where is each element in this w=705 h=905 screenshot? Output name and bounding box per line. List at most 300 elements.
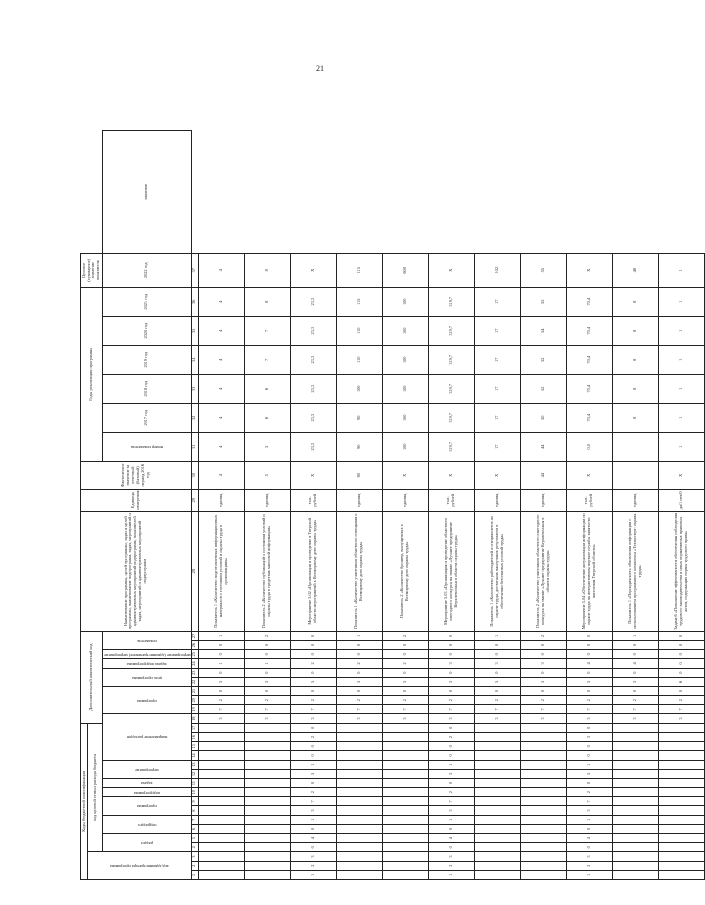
a-meropriyatie-header: мероприятие (административное) мероприятие: [102, 650, 191, 659]
code-digit: 0: [658, 631, 704, 640]
code-digit: [474, 751, 520, 760]
code-digit: 0: [428, 686, 474, 695]
code-digit: 0: [566, 742, 612, 751]
code-digit: 0: [612, 686, 658, 695]
page-number: 21: [316, 64, 324, 73]
final-value-header: значение: [102, 131, 191, 254]
code-digit: [244, 723, 290, 732]
code-digit: [198, 815, 244, 824]
code-digit: [658, 723, 704, 732]
code-digit: [382, 834, 428, 843]
column-number: 1: [191, 870, 198, 879]
code-digit: 2: [290, 659, 336, 668]
year-value: 110: [336, 316, 382, 345]
column-number: 33: [191, 374, 198, 403]
years-group-header: Годы реализации программы: [81, 287, 103, 461]
code-digit: [520, 815, 566, 824]
code-digit: 3: [658, 714, 704, 723]
code-digit: [658, 806, 704, 815]
year-header: 2022 год: [102, 253, 191, 287]
year-value: 319,7: [428, 374, 474, 403]
column-number: 14: [191, 751, 198, 760]
row-unit: единиц: [382, 489, 428, 511]
code-digit: 0: [290, 742, 336, 751]
code-digit: 5: [520, 677, 566, 686]
row-name: Показатель 1 «Количество подготовленных информационных материалов о состоянии условий и охраны труда в организациях»: [198, 511, 244, 631]
code-digit: [658, 852, 704, 861]
code-digit: [198, 870, 244, 879]
code-digit: 2: [336, 696, 382, 705]
year-value: 8: [612, 316, 658, 345]
row-fact: X: [566, 461, 612, 489]
code-digit: [658, 769, 704, 778]
code-digit: 0: [428, 668, 474, 677]
code-digit: 0: [336, 668, 382, 677]
code-digit: [474, 815, 520, 824]
code-digit: 0: [290, 631, 336, 640]
code-digit: 0: [428, 843, 474, 852]
year-value: 100: [382, 374, 428, 403]
code-digit: 5: [474, 677, 520, 686]
year-value: 44: [520, 432, 566, 461]
year-header: 2021 год: [102, 287, 191, 316]
code-digit: [520, 778, 566, 787]
code-digit: 1: [244, 659, 290, 668]
year-value: 8: [244, 287, 290, 316]
code-digit: 2: [428, 733, 474, 742]
code-digit: 3: [428, 714, 474, 723]
row-fact: X: [290, 461, 336, 489]
year-value: 23,3: [290, 345, 336, 374]
code-digit: [520, 834, 566, 843]
row-final: 115: [336, 253, 382, 287]
code-digit: 4: [566, 659, 612, 668]
code-digit: [244, 760, 290, 769]
code-digit: 0: [474, 650, 520, 659]
code-digit: [198, 834, 244, 843]
year-value: 319,7: [428, 287, 474, 316]
year-value: 70,4: [566, 345, 612, 374]
code-digit: [336, 834, 382, 843]
code-digit: [612, 870, 658, 879]
year-value: 100: [382, 345, 428, 374]
code-digit: [474, 733, 520, 742]
column-number: 19: [191, 705, 198, 714]
analytic-code-header: Дополнительный аналитический код: [81, 631, 103, 723]
code-digit: [612, 769, 658, 778]
year-value: 70,4: [566, 403, 612, 432]
code-digit: 1: [198, 631, 244, 640]
column-number: 11: [191, 778, 198, 787]
code-digit: [336, 852, 382, 861]
code-digit: [520, 861, 566, 870]
code-digit: 0: [428, 631, 474, 640]
code-digit: [336, 870, 382, 879]
year-value: 8: [612, 287, 658, 316]
code-digit: 2: [198, 696, 244, 705]
row-final: X: [566, 253, 612, 287]
code-digit: [198, 733, 244, 742]
code-digit: [612, 788, 658, 797]
year-value: 23,3: [290, 374, 336, 403]
year-value: 0,0: [566, 432, 612, 461]
table-row: [658, 131, 704, 880]
code-digit: 0: [566, 824, 612, 833]
code-digit: 3: [428, 806, 474, 815]
code-digit: 3: [520, 714, 566, 723]
code-digit: [244, 824, 290, 833]
column-number: 15: [191, 742, 198, 751]
year-value: 100: [382, 287, 428, 316]
code-digit: 5: [290, 769, 336, 778]
code-digit: [520, 760, 566, 769]
year-value: 319,7: [428, 345, 474, 374]
code-digit: 2: [244, 696, 290, 705]
code-digit: 0: [566, 751, 612, 760]
year-value: 17: [474, 316, 520, 345]
code-digit: 0: [336, 686, 382, 695]
code-digit: 0: [428, 723, 474, 732]
column-number: 12: [191, 769, 198, 778]
code-digit: [520, 852, 566, 861]
code-digit: 0: [198, 686, 244, 695]
code-digit: 0: [566, 650, 612, 659]
year-value: 70,4: [566, 287, 612, 316]
column-number: 22: [191, 677, 198, 686]
code-digit: [382, 778, 428, 787]
year-value: 23,3: [290, 316, 336, 345]
code-digit: [520, 797, 566, 806]
year-value: 50: [520, 403, 566, 432]
row-unit: единиц: [244, 489, 290, 511]
year-value: 1: [658, 287, 704, 316]
year-value: 17: [474, 432, 520, 461]
row-unit: тыс. рублей: [290, 489, 336, 511]
name-header: Наименование программы, целей программы, задач и целей программы, наименование подпрограмм, задач, мероприятий и административных мероприятий подпрограмм, показателей задач, мероприятий и административных мероприятий подпрограмм: [81, 511, 192, 631]
code-digit: 2: [520, 631, 566, 640]
code-digit: [198, 760, 244, 769]
code-digit: 0: [520, 686, 566, 695]
code-digit: 6: [658, 677, 704, 686]
code-digit: [336, 824, 382, 833]
code-digit: 0: [382, 641, 428, 650]
year-header: 2020 год: [102, 316, 191, 345]
code-digit: [244, 733, 290, 742]
code-digit: [336, 769, 382, 778]
budget-codes-header: Коды бюджетной классификации: [81, 723, 88, 879]
code-digit: [474, 852, 520, 861]
code-digit: [612, 834, 658, 843]
column-number: 32: [191, 403, 198, 432]
table-row: [474, 131, 520, 880]
code-digit: [382, 861, 428, 870]
year-value: 110: [336, 345, 382, 374]
code-digit: [612, 742, 658, 751]
row-fact: 4: [198, 461, 244, 489]
code-digit: 0: [428, 778, 474, 787]
year-value: 4: [198, 345, 244, 374]
year-value: 6: [244, 374, 290, 403]
code-digit: 0: [290, 641, 336, 650]
code-digit: [382, 723, 428, 732]
column-number: 31: [191, 432, 198, 461]
code-digit: [612, 806, 658, 815]
code-digit: [612, 778, 658, 787]
code-digit: [520, 788, 566, 797]
column-number: 4: [191, 843, 198, 852]
column-number: 35: [191, 316, 198, 345]
table-row: [428, 131, 474, 880]
code-digit: 0: [198, 641, 244, 650]
year-value: 52: [520, 345, 566, 374]
code-digit: [244, 852, 290, 861]
code-digit: [244, 834, 290, 843]
year-header: 2019 год: [102, 345, 191, 374]
code-digit: 3: [290, 806, 336, 815]
column-number: 9: [191, 797, 198, 806]
code-digit: [382, 733, 428, 742]
year-header: 2018 год: [102, 374, 191, 403]
row-unit: единиц: [612, 489, 658, 511]
code-digit: [336, 788, 382, 797]
table-row: [244, 131, 290, 880]
code-digit: [520, 733, 566, 742]
code-digit: [520, 769, 566, 778]
code-digit: [382, 852, 428, 861]
row-final: X: [428, 253, 474, 287]
column-number: 5: [191, 834, 198, 843]
code-digit: [244, 870, 290, 879]
row-unit: единиц: [474, 489, 520, 511]
code-digit: [198, 824, 244, 833]
code-digit: [612, 797, 658, 806]
row-name: Показатель 2 «Количество участников областного ежегодного конкурса на звание «Лучшее предприятие Верхневолжья в области охраны труда»: [520, 511, 566, 631]
row-fact: 44: [520, 461, 566, 489]
column-number: 30: [191, 461, 198, 489]
table-row: [382, 131, 428, 880]
code-digit: [382, 742, 428, 751]
row-unit: да/1 нет/0: [658, 489, 704, 511]
code-digit: [520, 824, 566, 833]
code-digit: 2: [566, 788, 612, 797]
code-digit: 7: [612, 705, 658, 714]
code-digit: 0: [566, 778, 612, 787]
row-final: 4: [198, 253, 244, 287]
row-final: 600: [382, 253, 428, 287]
code-digit: 4: [428, 834, 474, 843]
code-digit: 5: [428, 677, 474, 686]
code-digit: 3: [428, 659, 474, 668]
year-header: 2017 год: [102, 403, 191, 432]
code-digit: [474, 834, 520, 843]
column-number-row: [191, 131, 198, 880]
year-value: 8: [612, 345, 658, 374]
row-final: 8: [244, 253, 290, 287]
year-value: 100: [336, 374, 382, 403]
code-digit: [382, 760, 428, 769]
column-number: 24: [191, 659, 198, 668]
code-digit: 3: [520, 659, 566, 668]
code-digit: 0: [566, 668, 612, 677]
code-digit: [244, 742, 290, 751]
year-value: 6: [244, 403, 290, 432]
year-value: 90: [336, 403, 382, 432]
code-digit: [612, 824, 658, 833]
code-digit: 7: [566, 797, 612, 806]
code-digit: 0: [566, 631, 612, 640]
a-cel-header: цель программы: [102, 668, 191, 686]
code-digit: 0: [428, 641, 474, 650]
a-pokazatel-header: показатель: [102, 631, 191, 649]
year-value: 319,7: [428, 316, 474, 345]
code-digit: 3: [566, 806, 612, 815]
code-digit: 0: [290, 778, 336, 787]
year-value: 7: [244, 345, 290, 374]
code-digit: 2: [428, 696, 474, 705]
code-digit: 0: [612, 641, 658, 650]
year-value: 90: [336, 432, 382, 461]
row-unit: единиц: [198, 489, 244, 511]
code-digit: 1: [290, 760, 336, 769]
row-name: Мероприятие 5.03 «Организация и проведение областного ежегодного конкурса на звание «Лучшее предприятие Верхневолжья в области охраны труда»: [428, 511, 474, 631]
code-digit: [658, 742, 704, 751]
zadacha-header: задача: [102, 778, 191, 787]
code-digit: 2: [290, 733, 336, 742]
code-digit: 1: [428, 760, 474, 769]
year-value: 1: [658, 374, 704, 403]
code-digit: [336, 806, 382, 815]
final-group-header: Целевое (суммарное) значение показателя: [81, 253, 103, 287]
row-name: Показатель 2 «Количество брошюр, выпущенных к Всемирному дню охраны труда»: [382, 511, 428, 631]
table-row: [520, 131, 566, 880]
code-digit: 0: [520, 650, 566, 659]
code-digit: [520, 870, 566, 879]
year-value: 1: [658, 345, 704, 374]
code-digit: 7: [336, 705, 382, 714]
column-number: 7: [191, 815, 198, 824]
table-row: [612, 131, 658, 880]
code-digit: [474, 788, 520, 797]
code-digit: 5: [336, 677, 382, 686]
code-digit: [244, 861, 290, 870]
code-digit: 7: [520, 705, 566, 714]
code-digit: [382, 751, 428, 760]
column-number: 6: [191, 824, 198, 833]
year-value: 319,7: [428, 403, 474, 432]
year-value: 70,4: [566, 316, 612, 345]
code-digit: 0: [428, 742, 474, 751]
column-number: 26: [191, 641, 198, 650]
code-digit: [198, 751, 244, 760]
code-digit: [474, 797, 520, 806]
row-fact: 80: [336, 461, 382, 489]
code-digit: [382, 788, 428, 797]
code-digit: [612, 843, 658, 852]
code-digit: [658, 797, 704, 806]
code-digit: [474, 742, 520, 751]
column-number: 36: [191, 287, 198, 316]
code-digit: [198, 852, 244, 861]
meropriyatie-header: мероприятие: [102, 760, 191, 778]
code-digit: 0: [290, 751, 336, 760]
code-digit: 0: [336, 650, 382, 659]
code-digit: [382, 824, 428, 833]
code-digit: 2: [290, 861, 336, 870]
column-number: 2: [191, 861, 198, 870]
code-digit: 7: [474, 705, 520, 714]
code-digit: [198, 778, 244, 787]
code-digit: [520, 843, 566, 852]
column-number: 27: [191, 631, 198, 640]
code-digit: [474, 806, 520, 815]
code-digit: [474, 723, 520, 732]
a-zadacha-header: задача подпрограммы: [102, 659, 191, 668]
year-value: 17: [474, 403, 520, 432]
code-digit: 0: [244, 650, 290, 659]
code-digit: 0: [290, 843, 336, 852]
code-digit: 0: [244, 668, 290, 677]
year-value: 1: [658, 432, 704, 461]
code-digit: 4: [566, 834, 612, 843]
code-digit: [198, 843, 244, 852]
code-digit: [474, 769, 520, 778]
code-digit: [658, 788, 704, 797]
code-digit: 2: [566, 696, 612, 705]
a-nomer-header: номер показателя: [102, 432, 191, 461]
code-digit: [244, 751, 290, 760]
year-value: 100: [382, 316, 428, 345]
year-value: 100: [382, 432, 428, 461]
code-digit: 1: [428, 815, 474, 824]
code-digit: 0: [612, 650, 658, 659]
code-digit: 1: [336, 631, 382, 640]
code-digit: 0: [244, 686, 290, 695]
code-digit: [336, 861, 382, 870]
row-final: X: [290, 253, 336, 287]
code-digit: 4: [290, 834, 336, 843]
column-number: 21: [191, 686, 198, 695]
year-value: [612, 432, 658, 461]
code-digit: 3: [244, 714, 290, 723]
code-digit: 2: [290, 788, 336, 797]
code-digit: [336, 797, 382, 806]
year-value: 8: [612, 374, 658, 403]
code-digit: [658, 870, 704, 879]
code-digit: 7: [566, 705, 612, 714]
code-digit: [612, 815, 658, 824]
code-digit: 0: [290, 668, 336, 677]
code-digit: [198, 806, 244, 815]
code-digit: [336, 778, 382, 787]
code-digit: 5: [244, 677, 290, 686]
column-number: 23: [191, 668, 198, 677]
column-number: 29: [191, 489, 198, 511]
code-digit: [520, 806, 566, 815]
row-name: Задача 6 «Повышение эффективности обеспечения соблюдения трудового законодательства и иных нормативных правовых актов, содержащих нормы трудового права»: [658, 511, 704, 631]
code-digit: [474, 760, 520, 769]
code-digit: [336, 723, 382, 732]
code-digit: 3: [474, 714, 520, 723]
code-digit: [336, 843, 382, 852]
row-name: Показатель 1 «Количество участников областного совещания к Всемирному дню охраны труда»: [336, 511, 382, 631]
code-digit: 1: [198, 659, 244, 668]
year-value: 5: [244, 432, 290, 461]
column-number: 25: [191, 650, 198, 659]
code-digit: 2: [566, 861, 612, 870]
code-digit: 2: [382, 696, 428, 705]
year-value: 4: [198, 374, 244, 403]
code-digit: 2: [382, 659, 428, 668]
